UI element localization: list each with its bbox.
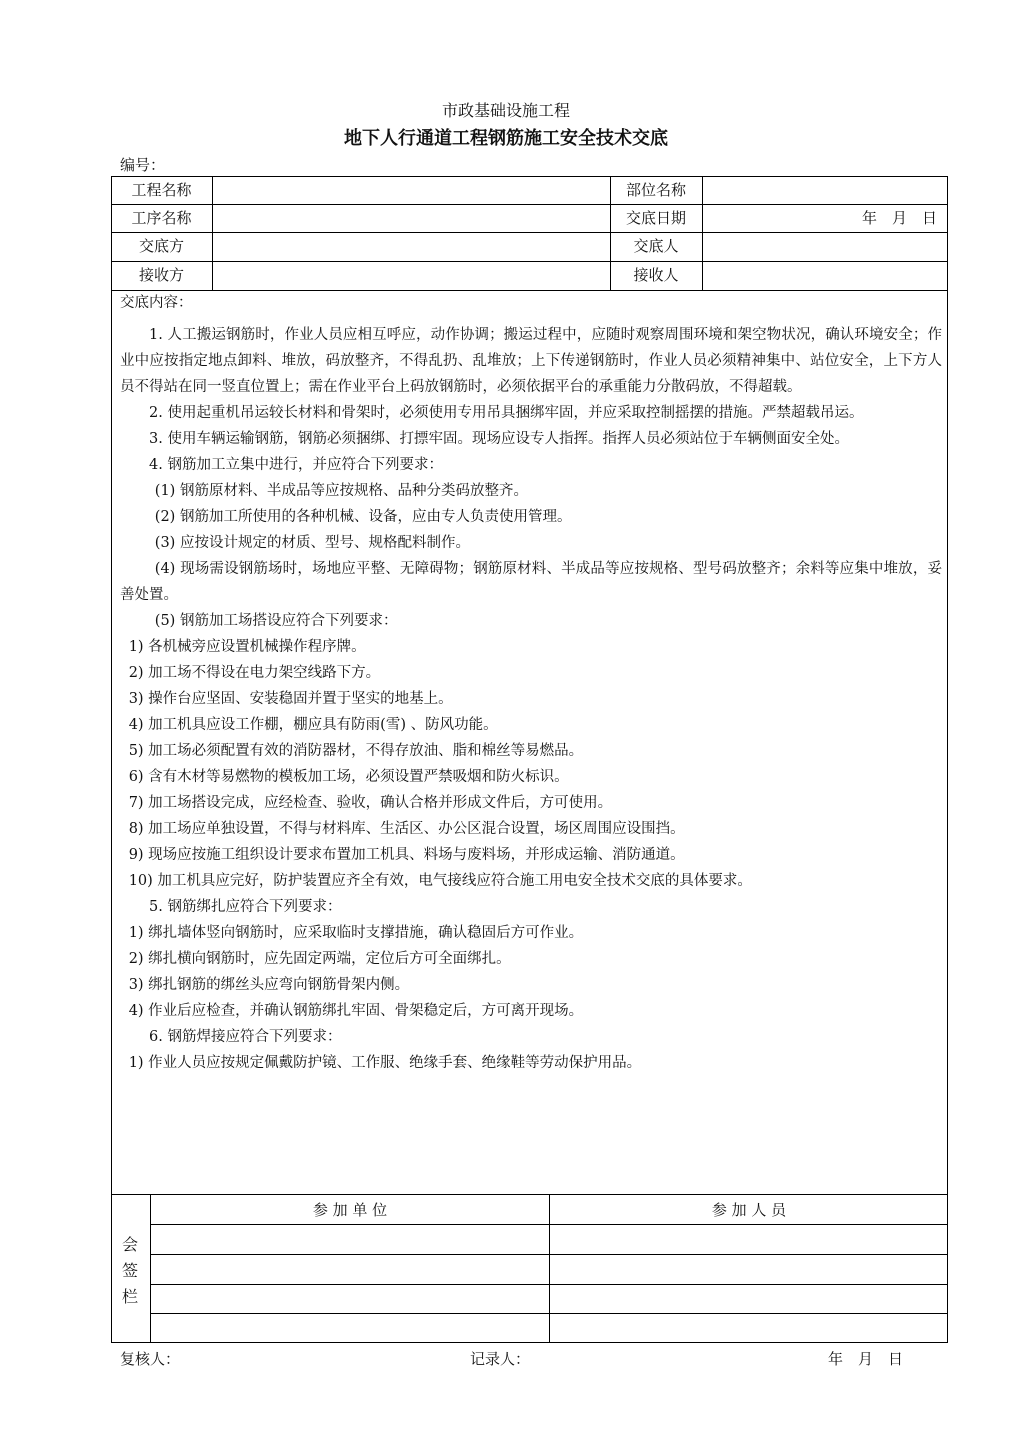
content-paragraph: (3) 应按设计规定的材质、型号、规格配料制作。 (154, 535, 470, 551)
document-subtitle: 市政基础设施工程 (441, 101, 570, 120)
handover-person-label: 交底人 (633, 237, 679, 255)
handover-person-field[interactable] (703, 232, 947, 261)
content-paragraph: 4) 作业后应检查，并确认钢筋绑扎牢固、骨架稳定后，方可离开现场。 (128, 1003, 584, 1019)
handover-date-label: 交底日期 (625, 209, 686, 227)
content-paragraph: 2. 使用起重机吊运较长材料和骨架时，必须使用专用吊具捆绑牢固，并应采取控制摇摆的措施。严禁超载吊运。 (149, 405, 864, 421)
content-label: 交底内容： (120, 295, 193, 311)
signature-person-cell[interactable] (550, 1285, 948, 1313)
content-paragraph: 6) 含有木材等易燃物的模板加工场，必须设置严禁吸烟和防火标识。 (128, 769, 569, 785)
content-paragraph: 3. 使用车辆运输钢筋，钢筋必须捆绑、打摽牢固。现场应设专人指挥。指挥人员必须站位于车辆侧面安全处。 (149, 431, 849, 447)
content-paragraph: (1) 钢筋原材料、半成品等应按规格、品种分类码放整齐。 (154, 483, 528, 499)
content-paragraph: 1) 各机械旁应设置机械操作程序牌。 (128, 639, 366, 655)
signature-unit-cell[interactable] (151, 1225, 549, 1254)
part-name-label: 部位名称 (625, 181, 686, 199)
signature-person-cell[interactable] (550, 1225, 948, 1254)
signature-divider (111, 1194, 948, 1195)
content-paragraph: 1) 绑扎墙体竖向钢筋时，应采取临时支撑措施，确认稳固后方可作业。 (128, 925, 584, 941)
signature-label-char: 签 (121, 1261, 138, 1280)
handover-party-label: 交底方 (138, 237, 184, 255)
footer-date: 年 月 日 (828, 1350, 904, 1368)
handover-party-field[interactable] (213, 232, 610, 261)
project-name-label: 工程名称 (131, 181, 192, 199)
content-paragraph: 10) 加工机具应完好，防护装置应齐全有效，电气接线应符合施工用电安全技术交底的具体要求。 (128, 873, 752, 889)
content-paragraph: 2) 加工场不得设在电力架空线路下方。 (128, 665, 381, 681)
content-paragraph: 5) 加工场必须配置有效的消防器材，不得存放油、脂和棉丝等易燃品。 (128, 743, 584, 759)
signature-unit-cell[interactable] (151, 1314, 549, 1342)
receiving-party-label: 接收方 (138, 266, 184, 284)
participating-unit-header: 参 加 单 位 (312, 1201, 388, 1219)
content-paragraph: 8) 加工场应单独设置，不得与材料库、生活区、办公区混合设置，场区周围应设围挡。 (128, 821, 685, 837)
content-paragraph: 5. 钢筋绑扎应符合下列要求： (149, 899, 342, 915)
signature-person-cell[interactable] (550, 1255, 948, 1284)
process-name-label: 工序名称 (131, 209, 192, 227)
handover-content (120, 290, 942, 1076)
part-name-field[interactable] (703, 176, 947, 204)
content-paragraph: 6. 钢筋焊接应符合下列要求： (149, 1029, 342, 1045)
reviewer-label: 复核人： (120, 1350, 181, 1368)
doc-number-label: 编号： (120, 156, 166, 174)
receiver-field[interactable] (703, 261, 947, 290)
signature-unit-cell[interactable] (151, 1285, 549, 1313)
content-paragraph: 4. 钢筋加工立集中进行，并应符合下列要求： (149, 457, 443, 473)
participating-person-header: 参 加 人 员 (711, 1201, 787, 1219)
process-name-field[interactable] (213, 204, 610, 232)
signature-label-char: 会 (121, 1235, 138, 1254)
receiving-party-field[interactable] (213, 261, 610, 290)
signature-vertical-label (111, 1232, 149, 1310)
content-paragraph: 2) 绑扎横向钢筋时，应先固定两端，定位后方可全面绑扎。 (128, 951, 511, 967)
signature-person-cell[interactable] (550, 1314, 948, 1342)
content-paragraph: 1) 作业人员应按规定佩戴防护镜、工作服、绝缘手套、绝缘鞋等劳动保护用品。 (128, 1055, 642, 1071)
document-title: 地下人行通道工程钢筋施工安全技术交底 (344, 128, 668, 149)
project-name-field[interactable] (213, 176, 610, 204)
signature-label-char: 栏 (121, 1287, 138, 1306)
content-paragraph: (4) 现场需设钢筋场时，场地应平整、无障碍物；钢筋原材料、半成品等应按规格、型号码放整齐；余料等应集中堆放，妥善处置。 (120, 561, 942, 603)
content-paragraph: (2) 钢筋加工所使用的各种机械、设备，应由专人负责使用管理。 (154, 509, 572, 525)
content-paragraph: 9) 现场应按施工组织设计要求布置加工机具、料场与废料场，并形成运输、消防通道。 (128, 847, 685, 863)
content-paragraph: (5) 钢筋加工场搭设应符合下列要求： (154, 613, 398, 629)
content-paragraph: 1. 人工搬运钢筋时，作业人员应相互呼应，动作协调；搬运过程中，应随时观察周围环境和架空物状况，确认环境安全；作业中应按指定地点卸料、堆放，码放整齐，不得乱扔、乱堆放；上下传递钢筋时，作业人员必须精神集中、站位安全，上下方人员不得站在同一竖直位置上；需在作业平台上码放钢筋时，必须依据平台的承重能力分散码放，不得超载。 (120, 327, 942, 395)
content-paragraph: 3) 绑扎钢筋的绑丝头应弯向钢筋骨架内侧。 (128, 977, 410, 993)
content-paragraph: 4) 加工机具应设工作棚，棚应具有防雨(雪) 、防风功能。 (128, 717, 498, 733)
signature-unit-cell[interactable] (151, 1255, 549, 1284)
content-paragraph: 3) 操作台应坚固、安装稳固并置于坚实的地基上。 (128, 691, 453, 707)
receiver-label: 接收人 (633, 266, 679, 284)
recorder-label: 记录人： (470, 1350, 531, 1368)
handover-date-field[interactable]: 年 月 日 (861, 209, 937, 227)
content-paragraph: 7) 加工场搭设完成，应经检查、验收，确认合格并形成文件后，方可使用。 (128, 795, 613, 811)
